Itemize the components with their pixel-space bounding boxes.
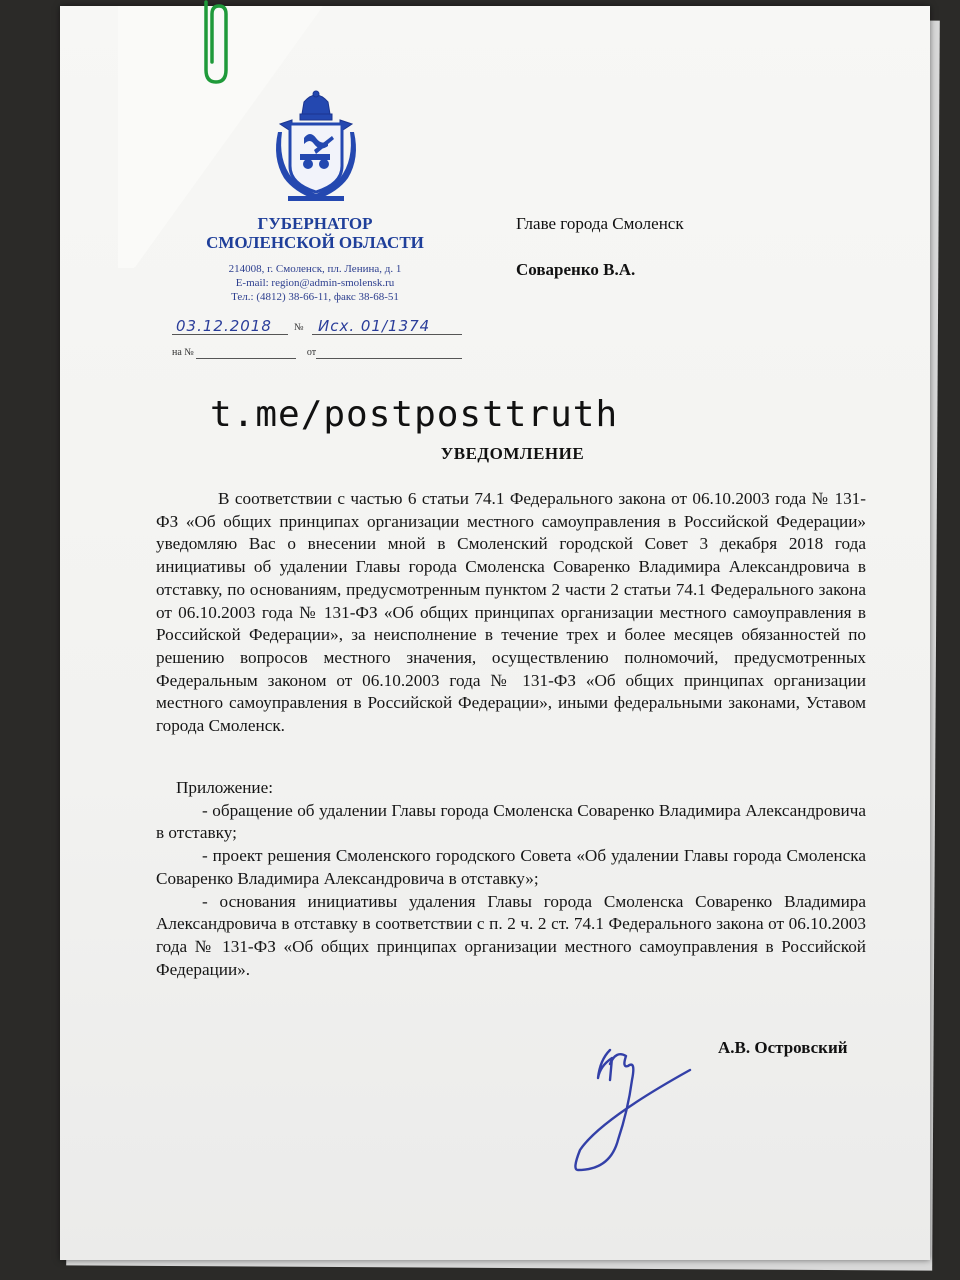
outgoing-number: Исх. 01/1374: [318, 317, 431, 335]
reference-number-label: на №: [172, 347, 194, 358]
number-underline: [312, 334, 462, 335]
letterhead-phone: Тел.: (4812) 38-66-11, факс 38-68-51: [231, 291, 399, 303]
appendix-item: - обращение об удалении Главы города Смоленска Соваренко Владимира Александровича в отставку;: [156, 800, 866, 843]
number-label: №: [294, 322, 304, 333]
recipient-position: Главе города Смоленск: [516, 214, 684, 233]
recipient-name: Соваренко В.А.: [516, 260, 636, 279]
appendix-list: [156, 800, 866, 982]
watermark-text: t.me/postposttruth: [210, 394, 619, 435]
smolensk-coat-of-arms-icon: [270, 88, 362, 208]
letterhead-title: [200, 214, 430, 252]
letterhead-email: E-mail: region@admin-smolensk.ru: [235, 277, 395, 289]
date-underline: [172, 334, 288, 335]
letterhead-address: 214008, г. Смоленск, пл. Ленина, д. 1: [228, 263, 402, 275]
paperclip-icon: [196, 0, 230, 90]
letterhead-title-line1: ГУБЕРНАТОР: [257, 214, 373, 233]
reference-date-label: от: [306, 347, 317, 358]
reference-row: [172, 347, 316, 358]
appendix-item: - основания инициативы удаления Главы города Смоленска Соваренко Владимира Александровича в отставку в соответствии с п. 2 ч. 2 ст. 74.1 Федерального закона от 06.10.2003 года № 131-ФЗ «Об общих принципах организации местного самоуправления в Российской Федерации».: [156, 891, 866, 979]
document-body: [156, 488, 866, 738]
appendix-heading: Приложение:: [176, 778, 274, 797]
reference-date-underline: [316, 358, 462, 359]
document-title: УВЕДОМЛЕНИЕ: [440, 444, 585, 463]
reference-number-underline: [196, 358, 296, 359]
body-paragraph: В соответствии с частью 6 статьи 74.1 Федерального закона от 06.10.2003 года № 131-ФЗ «Об общих принципах организации местного самоуправления в Российской Федерации» уведомляю Вас о внесении мной в Смоленский городской Совет 3 декабря 2018 года инициативы об удалении Главы города Смоленска Соваренко Владимира Александровича в отставку, по основаниям, предусмотренным пунктом 2 части 2 статьи 74.1 Федерального закона от 06.10.2003 года № 131-ФЗ «Об общих принципах организации местного самоуправления в Российской Федерации», за неисполнение в течение трех и более месяцев обязанностей по решению вопросов местного значения, осуществлению полномочий, предусмотренных Федеральным законом от 06.10.2003 года № 131-ФЗ «Об общих принципах организации местного самоуправления в Российской Федерации», иными федеральными законами, Уставом города Смоленск.: [156, 489, 866, 736]
handwritten-signature: [570, 1020, 720, 1180]
signatory-name: А.В. Островский: [718, 1038, 848, 1057]
letterhead-title-line2: СМОЛЕНСКОЙ ОБЛАСТИ: [206, 233, 424, 252]
appendix-item: - проект решения Смоленского городского Совета «Об удалении Главы города Смоленска Соваренко Владимира Александровича в отставку»;: [156, 846, 866, 888]
outgoing-date: 03.12.2018: [176, 317, 272, 335]
appendix-section: [156, 777, 866, 981]
letterhead-contacts: [190, 262, 440, 304]
